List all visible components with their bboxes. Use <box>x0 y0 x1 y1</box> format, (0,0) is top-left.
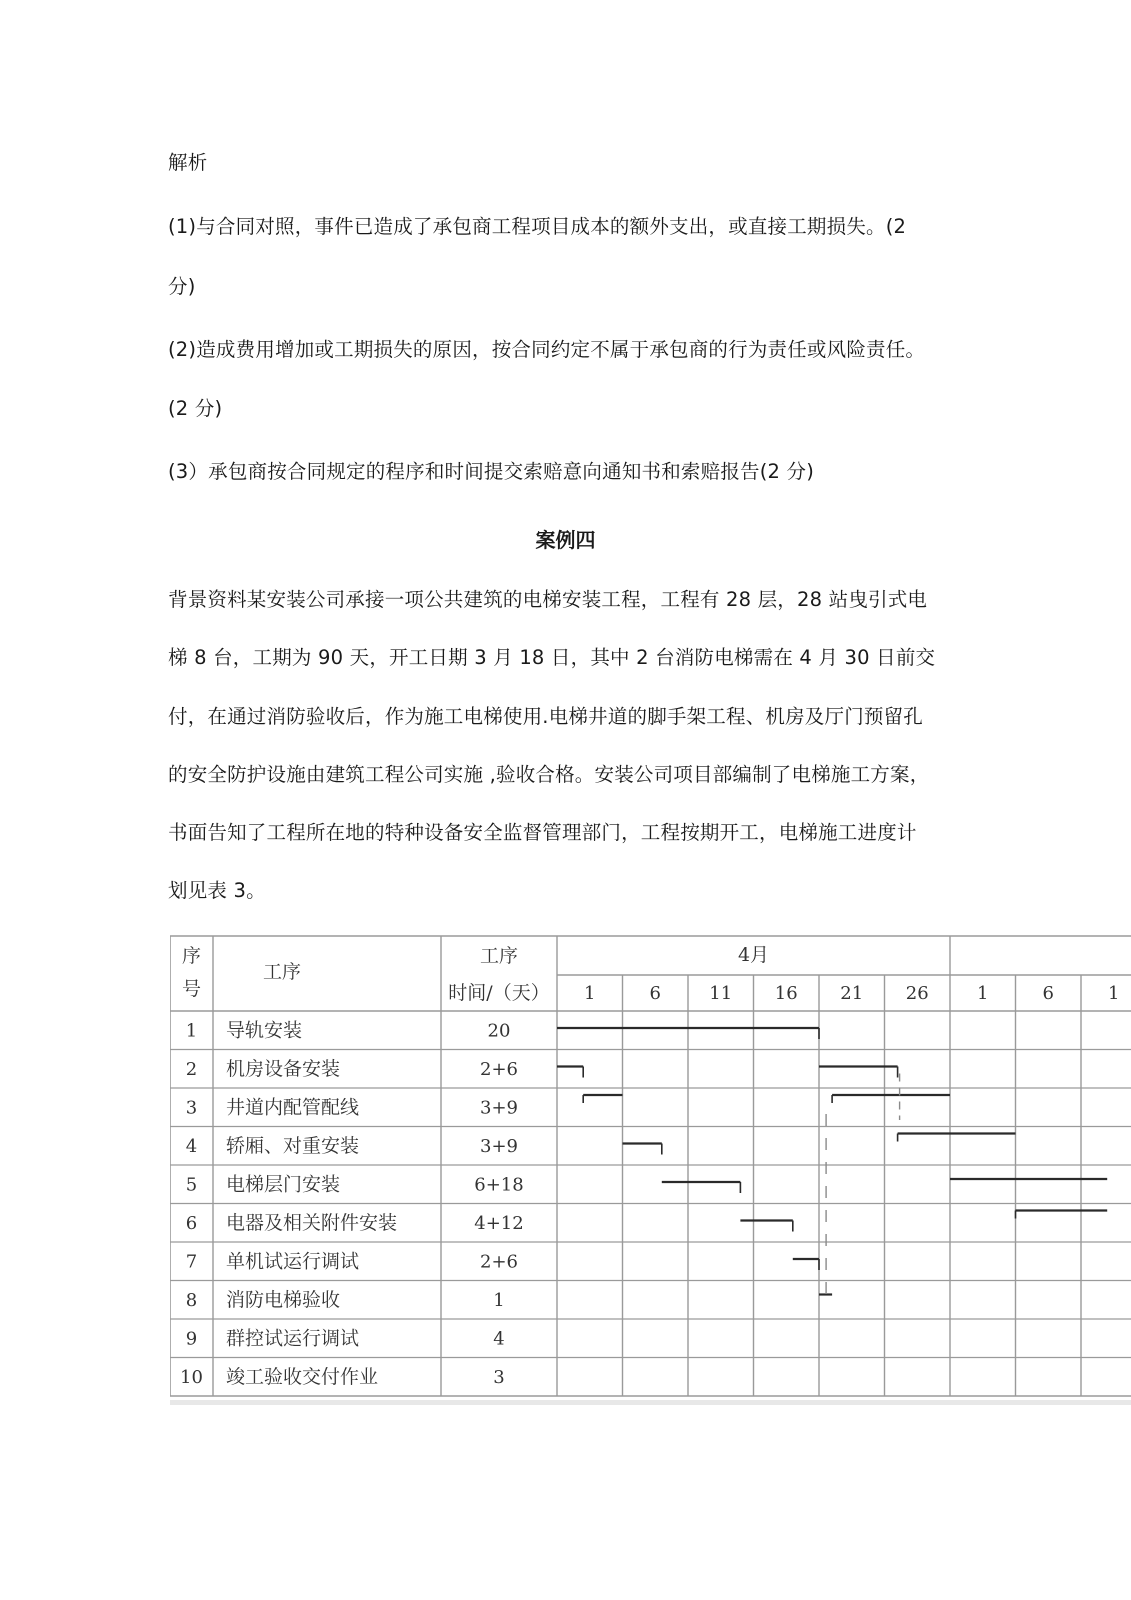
row-duration: 20 <box>487 1020 511 1042</box>
row-task-name: 井道内配管配线 <box>226 1096 360 1119</box>
row-task-name: 群控试运行调试 <box>226 1327 360 1350</box>
analysis-item-2: (2)造成费用增加或工期损失的原因，按合同约定不属于承包商的行为责任或风险责任。 <box>168 338 926 361</box>
row-number: 2 <box>185 1058 198 1080</box>
row-task-name: 机房设备安装 <box>226 1057 341 1080</box>
row-task-name: 电器及相关附件安装 <box>226 1211 398 1234</box>
row-duration: 3 <box>493 1366 505 1388</box>
case-line-5: 书面告知了工程所在地的特种设备安全监督管理部门，工程按期开工，电梯施工进度计 <box>168 821 917 844</box>
row-task-name: 竣工验收交付作业 <box>226 1365 379 1388</box>
case-line-3: 付，在通过消防验收后，作为施工电梯使用.电梯井道的脚手架工程、机房及厅门预留孔 <box>168 705 923 728</box>
day-tick-label: 11 <box>709 983 733 1004</box>
header-seq-bottom: 号 <box>181 978 202 1000</box>
header-month: 4月 <box>737 944 770 966</box>
day-tick-label: 6 <box>1042 983 1054 1004</box>
row-duration: 3+9 <box>480 1135 518 1157</box>
case-line-6: 划见表 3。 <box>168 879 266 902</box>
row-task-name: 导轨安装 <box>226 1019 303 1042</box>
header-duration-bottom: 时间/（天） <box>448 982 550 1004</box>
row-number: 10 <box>180 1366 203 1388</box>
schedule-table <box>170 933 1131 1413</box>
case-line-4: 的安全防护设施由建筑工程公司实施 ,验收合格。安装公司项目部编制了电梯施工方案， <box>168 763 930 786</box>
analysis-item-1-cont: 分) <box>168 275 196 298</box>
header-seq-top: 序 <box>181 945 202 967</box>
row-task-name: 电梯层门安装 <box>226 1173 341 1196</box>
row-duration: 3+9 <box>480 1097 518 1119</box>
case-line-2: 梯 8 台，工期为 90 天，开工日期 3 月 18 日，其中 2 台消防电梯需在 4 月 30 日前交 <box>168 646 936 669</box>
day-tick-label: 1 <box>977 983 989 1004</box>
row-number: 1 <box>185 1020 198 1042</box>
header-task: 工序 <box>262 961 302 983</box>
case-line-1: 背景资料某安装公司承接一项公共建筑的电梯安装工程，工程有 28 层，28 站曳引式电 <box>168 588 928 611</box>
table-bottom-shadow <box>170 1400 1131 1405</box>
analysis-item-2-cont: (2 分) <box>168 397 223 420</box>
row-number: 5 <box>185 1174 198 1196</box>
row-task-name: 轿厢、对重安装 <box>226 1134 360 1157</box>
analysis-item-3: (3）承包商按合同规定的程序和时间提交索赔意向通知书和索赔报告(2 分) <box>168 460 815 483</box>
row-duration: 1 <box>493 1289 505 1311</box>
row-number: 3 <box>185 1097 198 1119</box>
row-duration: 4+12 <box>474 1212 524 1234</box>
analysis-title: 解析 <box>168 151 208 174</box>
day-tick-label: 21 <box>840 983 864 1004</box>
day-tick-label: 1 <box>1108 983 1120 1004</box>
row-number: 9 <box>185 1328 198 1350</box>
row-number: 8 <box>185 1289 198 1311</box>
case-title: 案例四 <box>535 528 596 552</box>
schedule-gantt-svg <box>170 933 1131 1413</box>
row-task-name: 单机试运行调试 <box>226 1250 360 1273</box>
row-task-name: 消防电梯验收 <box>226 1288 341 1311</box>
row-number: 4 <box>185 1135 198 1157</box>
row-duration: 4 <box>493 1328 505 1350</box>
header-duration-top: 工序 <box>479 945 519 967</box>
day-tick-label: 1 <box>584 983 596 1004</box>
row-duration: 2+6 <box>480 1058 518 1080</box>
row-number: 7 <box>185 1251 198 1273</box>
row-number: 6 <box>185 1212 198 1234</box>
day-tick-label: 6 <box>649 983 661 1004</box>
analysis-item-1: (1)与合同对照，事件已造成了承包商工程项目成本的额外支出，或直接工期损失。(2 <box>168 215 907 238</box>
row-duration: 2+6 <box>480 1251 518 1273</box>
day-tick-label: 16 <box>774 983 798 1004</box>
day-tick-label: 26 <box>905 983 929 1004</box>
row-duration: 6+18 <box>474 1174 524 1196</box>
